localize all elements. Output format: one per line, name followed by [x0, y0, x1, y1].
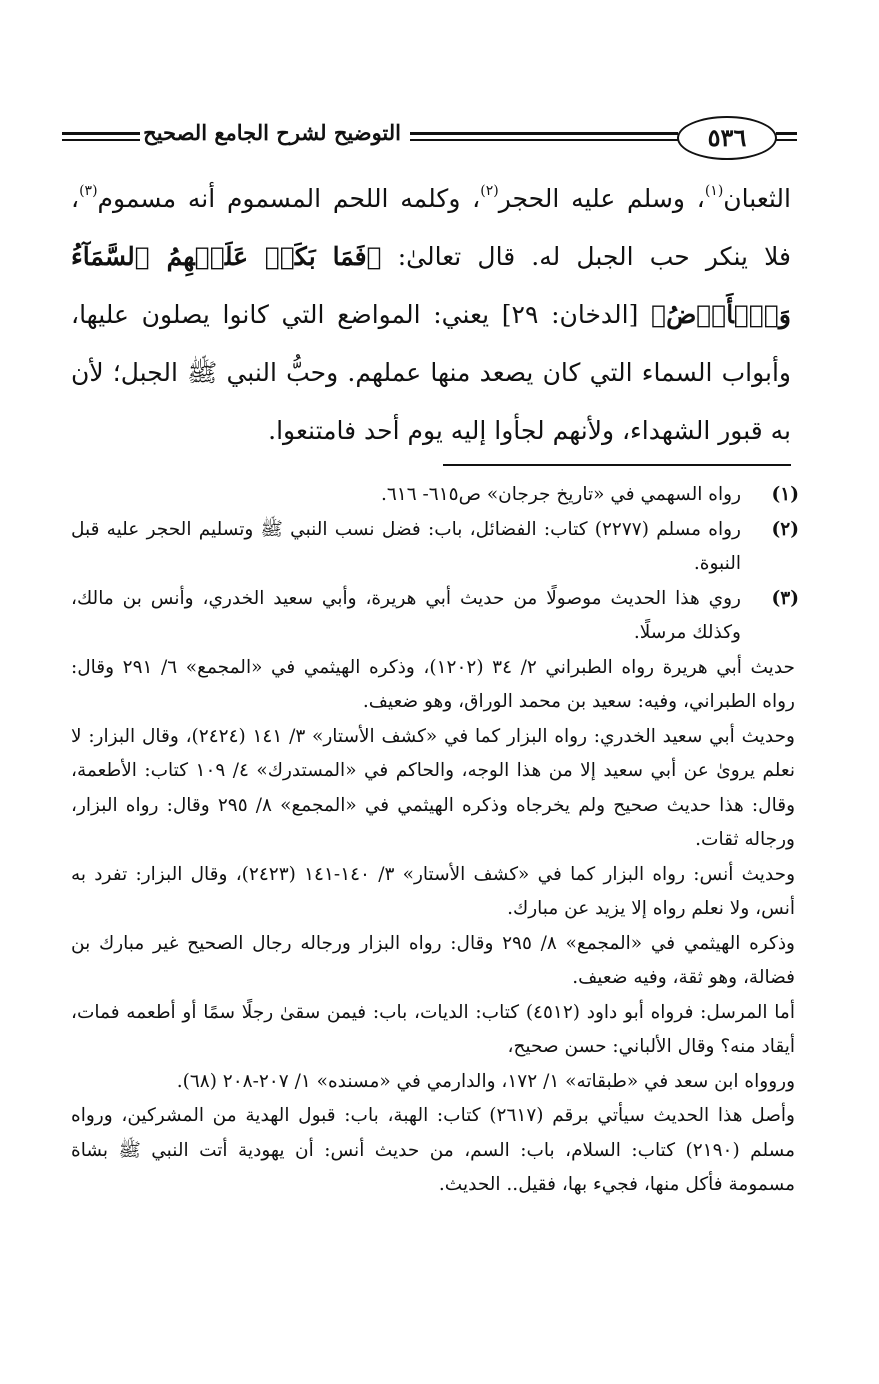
footnote-1 — [71, 478, 799, 513]
header-rule-right-bottom — [776, 139, 797, 141]
footnote-ref-2: (٢) — [480, 183, 499, 199]
page-number: ٥٣٦ — [677, 116, 777, 160]
footnote-text: رواه السهمي في «تاريخ جرجان» ص٦١٥- ٦١٦. — [380, 484, 741, 505]
footnote-text: أما المرسل: فرواه أبو داود (٤٥١٢) كتاب: الديات، باب: فيمن سقىٰ رجلًا سمًا أو أطعمه فمات، أيقاد منه؟ وقال الألباني: حسن صحيح، — [71, 1001, 795, 1057]
main-text-segment: [الدخان: ٢٩] يعني: المواضع التي كانوا يصلون عليها، وأبواب السماء التي كان يصعد منها عملهم. وحبُّ النبي ﷺ الجبل؛ لأن به قبور الشهداء، ولأنهم لجأوا إليه يوم أحد فامتنعوا. — [71, 300, 791, 445]
footnote-text: وحديث أنس: رواه البزار كما في «كشف الأستار» ٣/ ١٤٠-١٤١ (٢٤٢٣)، وقال البزار: تفرد به أنس، ولا نعلم رواه إلا يزيد عن مبارك. — [71, 863, 796, 919]
footnote-number: (٣) — [771, 587, 799, 609]
running-title: التوضيح لشرح الجامع الصحيح — [143, 120, 401, 145]
footnote-number: (١) — [771, 484, 799, 505]
main-text — [71, 170, 791, 460]
footnote-ref-3: (٣) — [79, 183, 98, 199]
footnote-text: رواه مسلم (٢٢٧٧) كتاب: الفضائل، باب: فضل نسب النبي ﷺ وتسليم الحجر عليه قبل النبوة. — [71, 518, 741, 574]
header-rule-middle-bottom — [410, 139, 678, 141]
footnote-ref-1: (١) — [704, 183, 724, 199]
footnote-separator — [443, 464, 791, 466]
header-rule-left-top — [62, 132, 140, 135]
main-paragraph — [71, 170, 791, 460]
header-rule-middle-top — [410, 132, 678, 135]
main-text-segment: ، فلا ينكر حب الجبل له. قال تعالىٰ: — [71, 184, 791, 271]
quran-verse: ﴿فَمَا بَكَتۡ عَلَيۡهِمُ ٱلسَّمَآءُ وَٱلۡأَرۡضُ﴾ — [71, 242, 791, 329]
page-header — [62, 112, 797, 162]
footnote-2 — [71, 513, 799, 582]
main-text-segment: ، وسلم عليه الحجر — [498, 184, 705, 213]
footnote-text: حديث أبي هريرة رواه الطبراني ٢/ ٣٤ (١٢٠٢)، وذكره الهيثمي في «المجمع» ٦/ ٢٩١ وقال: رواه الطبراني، وفيه: سعيد بن محمد الوراق، وهو ضعيف. — [71, 656, 795, 712]
header-rule-left-bottom — [62, 139, 140, 141]
main-text-segment: ، وكلمه اللحم المسموم أنه مسموم — [97, 184, 481, 213]
footnote-text: روي هذا الحديث موصولًا من حديث أبي هريرة، وأبي سعيد الخدري، وأنس بن مالك، وكذلك مرسلًا. — [71, 587, 741, 643]
main-text-segment: الثعبان — [723, 184, 791, 213]
footnote-text: وذكره الهيثمي في «المجمع» ٨/ ٢٩٥ وقال: رواه البزار ورجاله رجال الصحيح غير مبارك بن فضالة، وهو ثقة، وفيه ضعيف. — [71, 932, 795, 988]
footnote-3 — [71, 582, 799, 1203]
footnote-text: وروواه ابن سعد في «طبقاته» ١/ ١٧٢، والدارمي في «مسنده» ١/ ٢٠٧-٢٠٨ (٦٨). — [176, 1070, 795, 1092]
footnote-text: وحديث أبي سعيد الخدري: رواه البزار كما في «كشف الأستار» ٣/ ١٤١ (٢٤٢٤)، وقال البزار: لا نعلم يرویٰ عن أبي سعيد إلا من هذا الوجه، والحاكم في «المستدرك» ٤/ ١٠٩ كتاب: الأطعمة، وقال: هذا حديث صحيح ولم يخرجاه وذكره الهيثمي في «المجمع» ٨/ ٢٩٥ وقال: رواه البزار، ورجاله ثقات. — [71, 725, 796, 850]
header-rule-right-top — [776, 132, 797, 135]
footnotes — [71, 478, 799, 1203]
footnote-text: وأصل هذا الحديث سيأتي برقم (٢٦١٧) كتاب: الهبة، باب: قبول الهدية من المشركين، ورواه مسلم (٢١٩٠) كتاب: السلام، باب: السم، من حديث أنس: أن يهودية أتت النبي ﷺ بشاة مسمومة فأكل منها، فجيء بها، فقيل.. الحديث. — [71, 1105, 795, 1195]
footnote-number: (٢) — [771, 518, 799, 540]
